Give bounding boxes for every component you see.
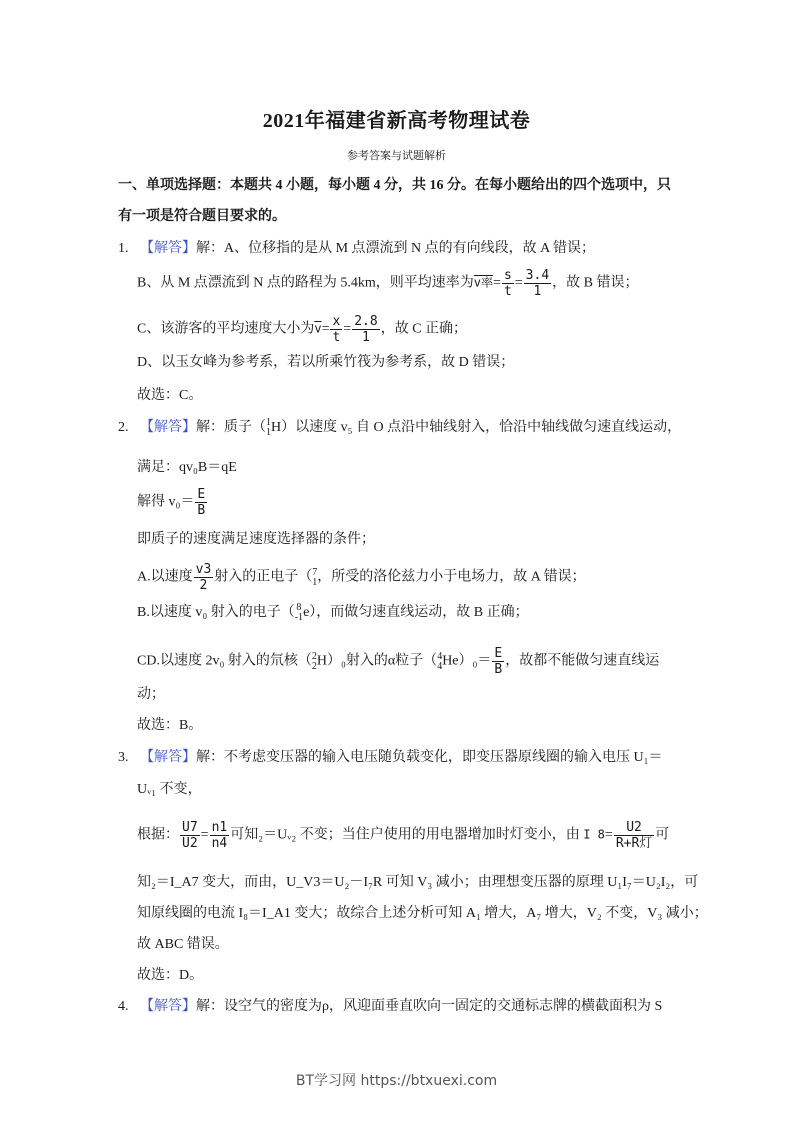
q3-line2: Uᵥ₁ 不变， (137, 782, 202, 797)
q1-line2: B、从 M 点漂流到 N 点的路程为 5.4km，则平均速率为v率= $\frac{s}{t}$ = $\frac{3.4}{1}$ ，故 B 错误； (137, 268, 639, 299)
page-subtitle: 参考答案与试题解析 (347, 150, 446, 162)
denominator: 1 (362, 330, 370, 345)
q2-l3-text: 解得 v₀＝ (137, 494, 195, 510)
numerator: U7 (182, 820, 198, 835)
atomic-number: 4 (437, 660, 443, 672)
avg-rate-symbol: v率 (473, 275, 494, 290)
q3-number: 3. (118, 750, 129, 765)
q2-l1-post: ）以速度 v₅ 自 O 点沿中轴线射入，恰沿中轴线做匀速直线运动， (281, 420, 682, 436)
q1-line3: C、该游客的平均速度大小为$\overline{v}=$ $\frac{x}{t}$ = $\frac{2.8}{1}$ ，故 C 正确； (137, 314, 468, 345)
fraction (330, 314, 342, 345)
mass-number: 4 (437, 650, 443, 662)
q1-number: 1. (118, 241, 129, 256)
page-title: 2021年福建省新高考物理试卷 (262, 110, 531, 132)
mass-number: 1 (266, 417, 271, 428)
q2-line7 (137, 646, 659, 677)
q2-line5 (137, 562, 586, 593)
fraction (195, 487, 207, 518)
q3-line4: 知₂＝I_A7 变大，而由，U_V3＝U₂－I₇R 可知 V₃ 减小；由理想变压器的原理 U₁I₇＝U₂I₂，可 (137, 875, 699, 890)
q2-line3 (137, 487, 208, 518)
q1-line4: D、以玉女峰为参考系，若以所乘竹筏为参考系，故 D 错误； (137, 355, 515, 370)
answer-tag: 【解答】 (140, 750, 196, 765)
fraction (180, 820, 200, 851)
mass-number: 7 (312, 566, 318, 578)
nuclide (295, 603, 303, 623)
q2-l7-post: ，故都不能做匀速直线运 (505, 653, 660, 669)
atomic-number: -1 (294, 612, 304, 623)
atomic-number: 1 (266, 427, 271, 438)
q2-l5-text: A.以速度 (137, 569, 193, 585)
q1-l2-text: B、从 M 点漂流到 N 点的路程为 5.4km，则平均速率为 (137, 275, 474, 291)
numerator: x (332, 314, 341, 329)
section-heading-line1: 一、单项选择题：本题共 4 小题，每小题 4 分，共 16 分。在每小题给出的四个选项中，只 (118, 178, 671, 193)
denominator: t (332, 330, 341, 345)
answer-tag: 【解答】 (140, 241, 196, 256)
q2-l7-mid: ）₀射入的α粒子（ (326, 653, 438, 669)
atomic-number: 1 (312, 576, 318, 588)
q1-l2-post: ，故 B 错误； (552, 275, 639, 291)
denominator: n4 (211, 836, 228, 851)
numerator: E (494, 646, 503, 661)
q3-line6: 故 ABC 错误。 (137, 937, 229, 952)
denominator: 1 (533, 284, 542, 299)
q2-line4: 即质子的速度满足速度选择器的条件； (137, 532, 375, 547)
fraction (210, 820, 230, 851)
q2-line8: 动； (137, 687, 165, 702)
q2-l1-pre: 解：质子（ (196, 420, 266, 436)
fraction (524, 268, 551, 299)
q2-line2: 满足：qv₀B＝qE (137, 460, 237, 475)
answer-tag: 【解答】 (140, 420, 196, 436)
denominator: 2 (199, 578, 208, 593)
q2-l7-text: CD.以速度 2v₀ 射入的氘核（ (137, 653, 312, 669)
mass-number: 8 (296, 602, 302, 613)
fraction (502, 268, 514, 299)
denominator: R+R灯 (615, 836, 653, 851)
denominator: B (197, 503, 206, 518)
element-symbol: H (271, 420, 282, 436)
denominator: U2 (182, 836, 198, 851)
numerator: E (197, 487, 206, 502)
q3-line1 (118, 748, 663, 768)
element-symbol: H (316, 653, 327, 669)
atomic-number: 2 (311, 660, 317, 672)
q1-text: 解：A、位移指的是从 M 点漂流到 N 点的有向线段，故 A 错误； (196, 241, 596, 256)
element-symbol: He (442, 653, 459, 669)
q3-l3-text: 根据： (137, 827, 179, 843)
q2-line6 (137, 603, 529, 623)
q3-l1-text: 解：不考虑变压器的输入电压随负载变化，即变压器原线圈的输入电压 U₁＝ (196, 750, 663, 765)
numerator: U2 (614, 820, 654, 836)
mass-number: 2 (311, 650, 317, 662)
numerator: 2.8 (354, 314, 378, 329)
fraction (492, 646, 504, 677)
numerator: v3 (195, 562, 212, 577)
q2-line1 (118, 418, 681, 438)
avg-velocity-symbol: $\overline{v}$ (314, 321, 322, 336)
section-heading-line2: 有一项是符合题目要求的。 (118, 209, 286, 224)
q1-line1 (118, 239, 595, 259)
q2-l5-mid: 射入的正电子（ (214, 569, 313, 585)
element-symbol: e (303, 605, 310, 621)
fraction (614, 820, 654, 851)
q2-l6-text: B.以速度 v₀ 射入的电子（ (137, 605, 295, 621)
q2-l7-mid2: ）₀＝ (458, 653, 492, 669)
q3-l3-mid: 可知₂＝Uᵥ₂ 不变；当住户使用的用电器增加时灯变小，由 (230, 827, 580, 843)
q2-line9: 故选：B。 (137, 718, 203, 733)
q1-l3-text: C、该游客的平均速度大小为 (137, 321, 315, 337)
q4-number: 4. (118, 999, 129, 1014)
fraction (194, 562, 214, 593)
q3-l3-post: 可 (655, 827, 670, 843)
denominator: t (503, 284, 512, 299)
q2-number: 2. (118, 420, 129, 436)
q4-l1-text: 解：设空气的密度为ρ，风迎面垂直吹向一固定的交通标志牌的横截面积为 S (196, 999, 663, 1014)
q2-l5-post: ，所受的洛伦兹力小于电场力，故 A 错误； (317, 569, 586, 585)
q1-line5: 故选：C。 (137, 388, 203, 403)
fraction (352, 314, 379, 345)
numerator: 3.4 (525, 268, 550, 283)
q3-line7: 故选：D。 (137, 968, 204, 983)
answer-tag: 【解答】 (140, 999, 196, 1014)
q2-l6-post: ），而做匀速直线运动，故 B 正确； (309, 605, 529, 621)
numerator: s (503, 268, 512, 283)
footer-watermark: BT学习网 https://btxuexi.com (295, 1073, 498, 1089)
q1-l3-post: ，故 C 正确； (380, 321, 468, 337)
numerator: n1 (211, 820, 228, 835)
q4-line1 (118, 997, 662, 1017)
current-symbol: I 8 (583, 827, 605, 842)
q3-line3: 根据： $\frac{U7}{U2}$ = $\frac{n1}{n4}$ 可知₂＝Uᵥ₂ 不变；当住户使用的用电器增加时灯变小，由 I 8= $\frac{U2}{\text{R+R灯}}$ 可 (137, 820, 670, 851)
denominator: B (494, 662, 503, 677)
q3-line5: 知原线圈的电流 I₈＝I_A1 变大；故综合上述分析可知 A₁ 增大，A₇ 增大，V₂ 不变，V₃ 减小； (137, 906, 708, 921)
